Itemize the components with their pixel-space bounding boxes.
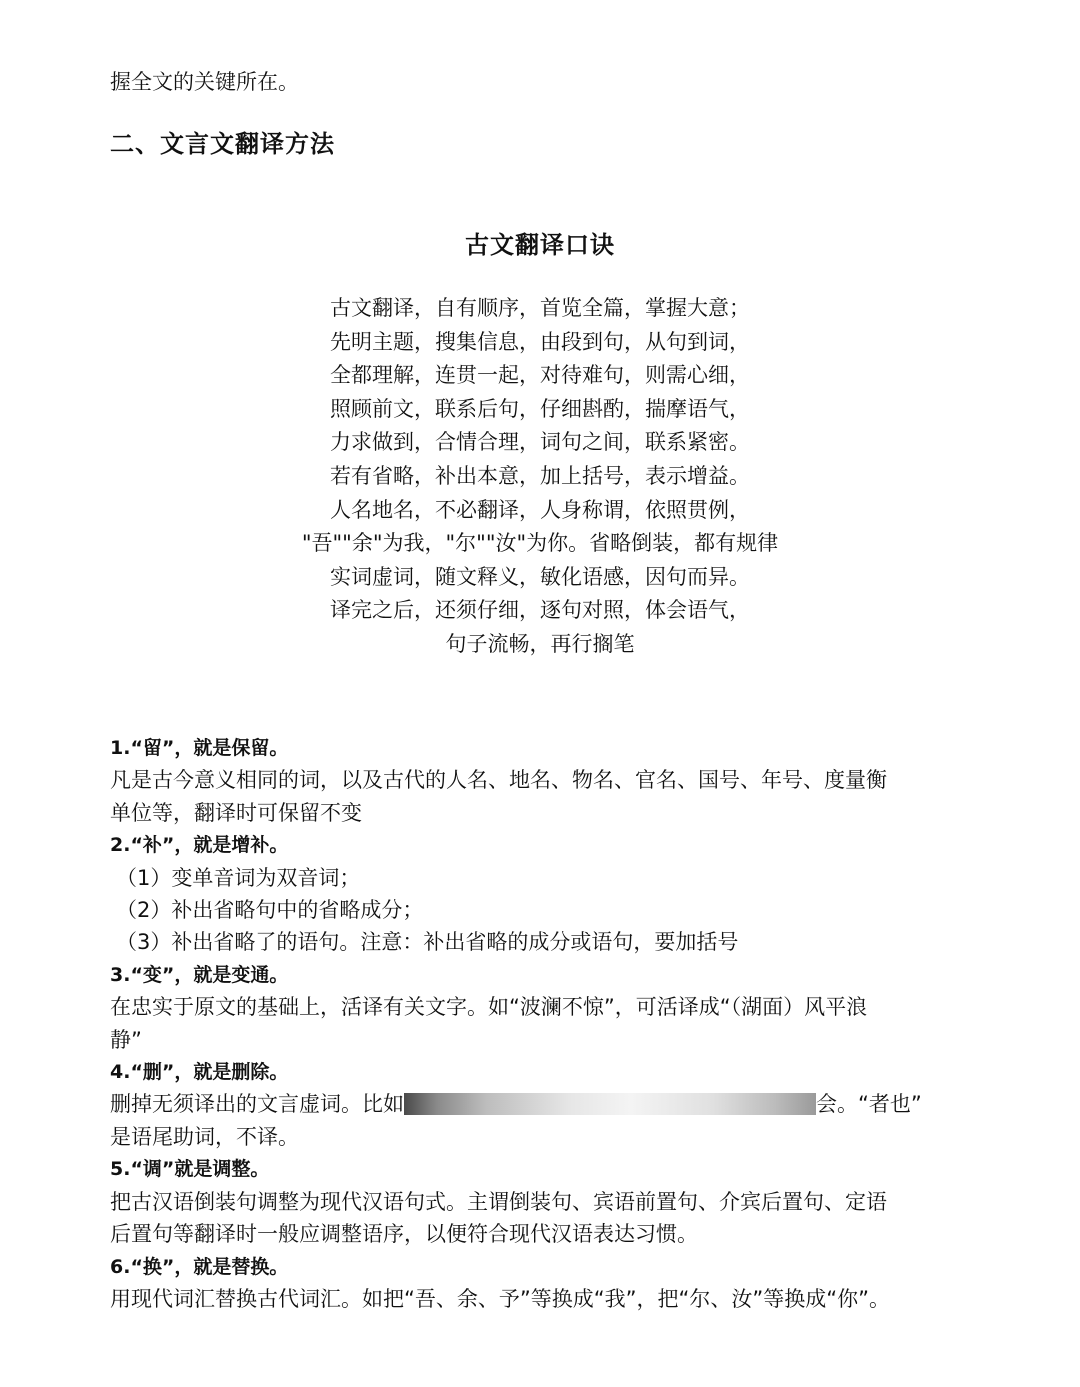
poem-line: 照顾前文，联系后句，仔细斟酌，揣摩语气， bbox=[330, 396, 750, 421]
poem-line: 力求做到，合情合理，词句之间，联系紧密。 bbox=[330, 430, 750, 455]
rule-heading-delete: 4.“删”，就是删除。 bbox=[110, 1061, 289, 1084]
rule-body-line: 把古汉语倒装句调整为现代汉语句式。主谓倒装句、宾语前置句、介宾后置句、定语 bbox=[110, 1189, 887, 1214]
rule-body-line: 静” bbox=[110, 1027, 142, 1052]
rule-body-line: 单位等，翻译时可保留不变 bbox=[110, 800, 362, 825]
rule-body-line: 是语尾助词，不译。 bbox=[110, 1124, 299, 1149]
rule-heading-adjust: 5.“调”就是调整。 bbox=[110, 1158, 270, 1181]
poem-line: 实词虚词，随文释义，敏化语感，因句而异。 bbox=[330, 564, 750, 589]
rule-heading-supplement: 2.“补”，就是增补。 bbox=[110, 834, 289, 857]
redaction-bar bbox=[404, 1093, 816, 1115]
rule-body-after-redaction: 会。“者也” bbox=[816, 1092, 922, 1117]
poem-line: 古文翻译，自有顺序，首览全篇，掌握大意； bbox=[330, 296, 750, 320]
poem-line: 译完之后，还须仔细，逐句对照，体会语气， bbox=[330, 598, 750, 623]
rule-sub-item: （1）变单音词为双音词； bbox=[116, 865, 361, 890]
poem-block bbox=[0, 292, 1080, 662]
section-heading: 二、文言文翻译方法 bbox=[110, 130, 335, 158]
poem-line: 人名地名，不必翻译，人身称谓，依照贯例， bbox=[330, 497, 750, 522]
poem-title: 古文翻译口诀 bbox=[465, 231, 615, 259]
rule-body-before-redaction: 删掉无须译出的文言虚词。比如 bbox=[110, 1092, 404, 1117]
rule-body-line: 在忠实于原文的基础上，活译有关文字。如“波澜不惊”，可活译成“（湖面）风平浪 bbox=[110, 995, 868, 1020]
poem-line: 全都理解，连贯一起，对待难句，则需心细， bbox=[330, 363, 750, 388]
poem-line: "吾""余"为我，"尔""汝"为你。省略倒装，都有规律 bbox=[301, 531, 779, 556]
poem-line: 先明主题，搜集信息，由段到句，从句到词， bbox=[330, 329, 750, 354]
rule-body-line: 后置句等翻译时一般应调整语序，以便符合现代汉语表达习惯。 bbox=[110, 1222, 698, 1247]
rule-body-line: 用现代词汇替换古代词汇。如把“吾、余、予”等换成“我”，把“尔、汝”等换成“你”。 bbox=[110, 1286, 891, 1311]
rule-heading-keep: 1.“留”，就是保留。 bbox=[110, 737, 289, 759]
rule-heading-adapt: 3.“变”，就是变通。 bbox=[110, 963, 289, 986]
poem-line: 句子流畅，再行搁笔 bbox=[445, 631, 635, 656]
rule-sub-item: （3）补出省略了的语句。注意：补出省略的成分或语句，要加括号 bbox=[116, 930, 739, 955]
translation-rules bbox=[110, 732, 970, 1315]
intro-text: 握全文的关键所在。 bbox=[110, 70, 299, 94]
poem-line: 若有省略，补出本意，加上括号，表示增益。 bbox=[330, 463, 750, 488]
rule-body-line: 凡是古今意义相同的词，以及古代的人名、地名、物名、官名、国号、年号、度量衡 bbox=[110, 768, 887, 793]
rule-body-line-redacted bbox=[110, 1088, 970, 1120]
rule-heading-replace: 6.“换”，就是替换。 bbox=[110, 1255, 289, 1278]
rule-sub-item: （2）补出省略句中的省略成分； bbox=[116, 898, 424, 923]
